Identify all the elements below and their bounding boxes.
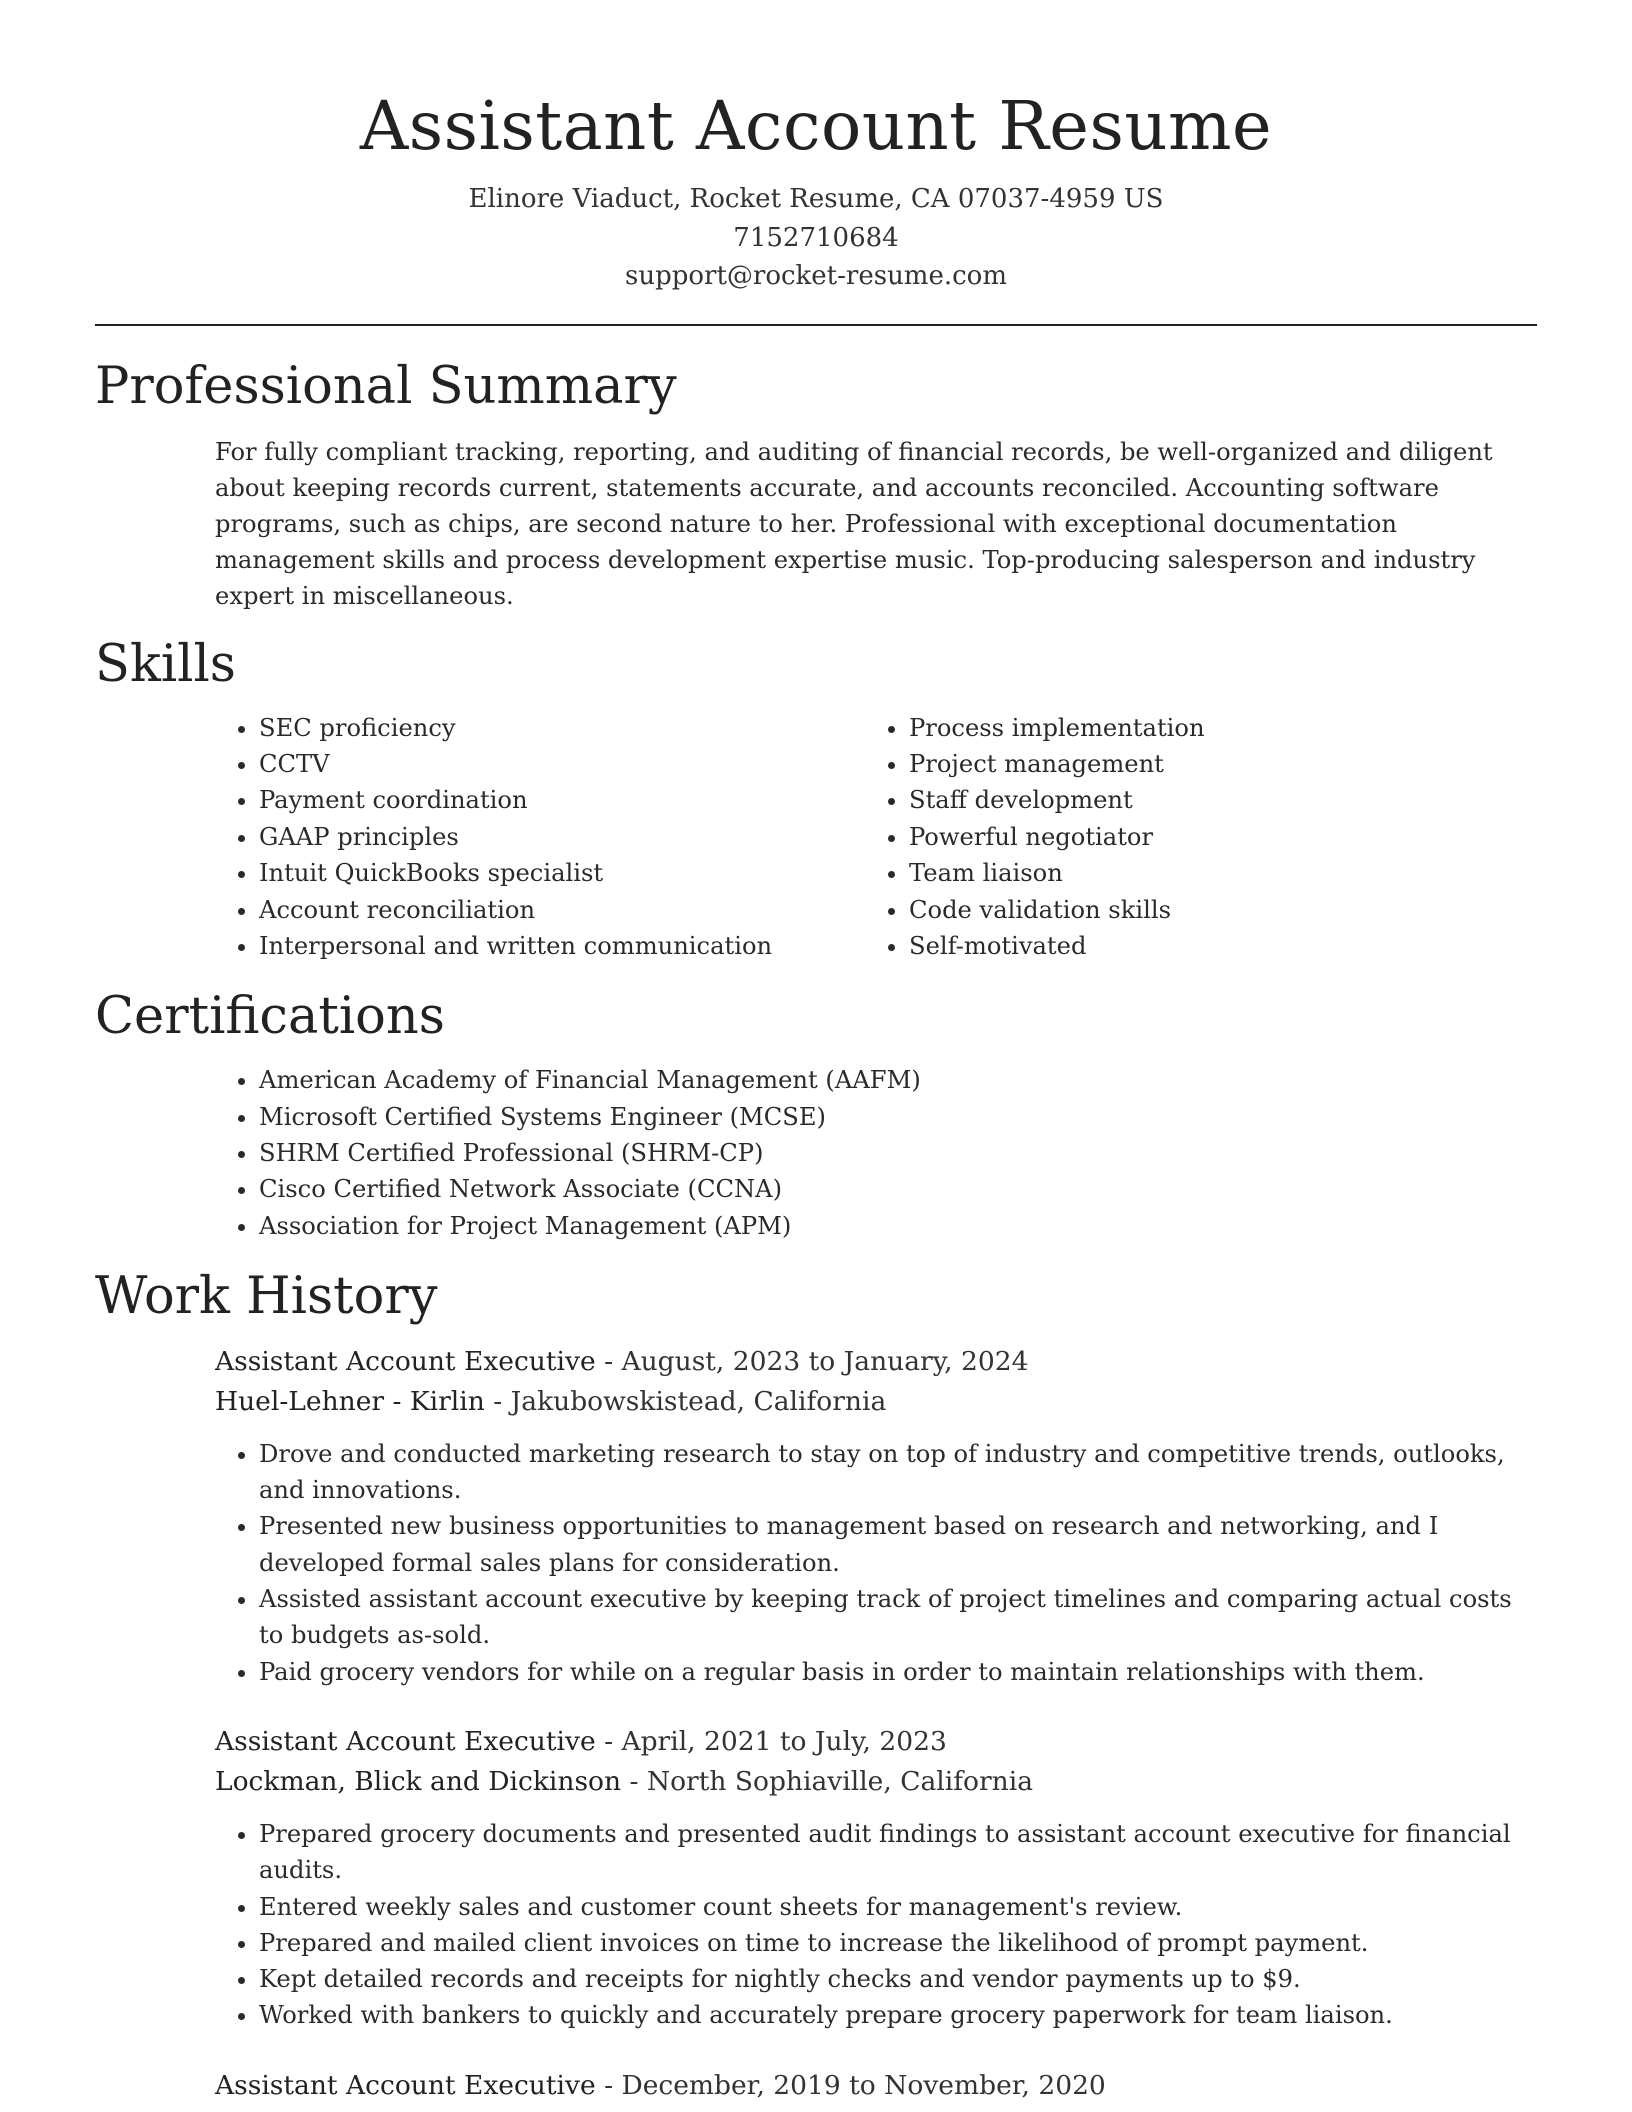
job-duty: • Assisted assistant account executive by keeping track of project timelines and comparing actual costs to budgets as-sold.: [259, 1581, 1537, 1654]
certification-item: • Cisco Certified Network Associate (CCNA): [259, 1171, 1537, 1207]
job-entry: [215, 1342, 1537, 1690]
job-title-line: [215, 1722, 1537, 1762]
certifications-heading: Certifications: [95, 987, 445, 1047]
job-duty: • Prepared grocery documents and presented audit findings to assistant account executive for financial audits.: [259, 1816, 1537, 1889]
skill-item: • GAAP principles: [259, 819, 865, 855]
skills-grid: [215, 710, 1537, 965]
skills-column-right: [865, 710, 1515, 965]
job-company-line: [215, 1762, 1537, 1802]
skill-item: • Project management: [909, 746, 1515, 782]
job-dates: April, 2021 to July, 2023: [621, 1725, 947, 1757]
job-dates: December, 2019 to November, 2020: [621, 2069, 1106, 2101]
certifications-section: [95, 986, 1537, 1243]
header-divider: [95, 324, 1537, 326]
certification-item: • American Academy of Financial Management (AAFM): [259, 1062, 1537, 1098]
summary-text: For fully compliant tracking, reporting, and auditing of financial records, be well-organized and diligent about keeping records current, statements accurate, and accounts reconciled. Accounting software programs, such as chips, are second nature to her. Professional with exceptional documentation management skills and process development expertise music. Top-producing salesperson and industry expert in miscellaneous.: [215, 437, 1493, 610]
skill-item: • SEC proficiency: [259, 710, 865, 746]
job-location: North Sophiaville, California: [646, 1765, 1033, 1797]
job-separator: -: [621, 1765, 647, 1797]
skill-item: • Team liaison: [909, 855, 1515, 891]
job-title: Assistant Account Executive: [215, 2069, 596, 2101]
job-duty: • Entered weekly sales and customer count sheets for management's review.: [259, 1889, 1537, 1925]
job-dates: August, 2023 to January, 2024: [621, 1345, 1029, 1377]
job-entry: [215, 2066, 1537, 2106]
job-duty: • Prepared and mailed client invoices on time to increase the likelihood of prompt payment.: [259, 1925, 1537, 1961]
skill-item: • Code validation skills: [909, 892, 1515, 928]
job-company: Lockman, Blick and Dickinson: [215, 1765, 622, 1797]
skills-list-right: [865, 710, 1515, 965]
job-separator: -: [595, 1345, 622, 1377]
certification-item: • Microsoft Certified Systems Engineer (MCSE): [259, 1099, 1537, 1135]
skill-item: • Process implementation: [909, 710, 1515, 746]
work-history-section: [95, 1266, 1537, 2106]
job-duty: • Kept detailed records and receipts for nightly checks and vendor payments up to $9.: [259, 1961, 1537, 1997]
resume-header: [95, 0, 1537, 296]
contact-phone: 7152710684: [733, 222, 899, 253]
skills-heading: Skills: [95, 634, 236, 694]
job-company-line: [215, 1382, 1537, 1422]
skills-column-left: [215, 710, 865, 965]
skill-item: • Payment coordination: [259, 782, 865, 818]
skill-item: • Powerful negotiator: [909, 819, 1515, 855]
job-title-line: [215, 1342, 1537, 1382]
skills-list-left: [215, 710, 865, 965]
job-title-line: [215, 2066, 1537, 2106]
contact-email: support@rocket-resume.com: [624, 261, 1007, 291]
job-duty: • Paid grocery vendors for while on a regular basis in order to maintain relationships with them.: [259, 1654, 1537, 1690]
contact-address: Elinore Viaduct, Rocket Resume, CA 07037-4959 US: [468, 184, 1164, 214]
skill-item: • CCTV: [259, 746, 865, 782]
certifications-list: [215, 1062, 1537, 1243]
certifications-block: [215, 1062, 1537, 1243]
job-duty: • Presented new business opportunities to management based on research and networking, and I developed formal sales plans for consideration.: [259, 1508, 1537, 1581]
job-separator: -: [595, 1725, 622, 1757]
skill-item: • Staff development: [909, 782, 1515, 818]
work-history-heading: Work History: [95, 1266, 438, 1326]
skill-item: • Self-motivated: [909, 928, 1515, 964]
job-separator: -: [595, 2069, 622, 2101]
certification-item: • Association for Project Management (APM): [259, 1208, 1537, 1244]
contact-block: [95, 180, 1537, 296]
job-title: Assistant Account Executive: [215, 1345, 596, 1377]
job-title: Assistant Account Executive: [215, 1725, 596, 1757]
job-duty: • Worked with bankers to quickly and accurately prepare grocery paperwork for team liaison.: [259, 1997, 1537, 2033]
skill-item: • Account reconciliation: [259, 892, 865, 928]
summary-section: [95, 356, 1537, 614]
skill-item: • Intuit QuickBooks specialist: [259, 855, 865, 891]
resume-title: Assistant Account Resume: [359, 87, 1273, 165]
job-duties-list: [215, 1436, 1537, 1690]
certification-item: • SHRM Certified Professional (SHRM-CP): [259, 1135, 1537, 1171]
skills-section: [95, 634, 1537, 965]
job-entry: [215, 1722, 1537, 2034]
summary-heading: Professional Summary: [95, 356, 677, 416]
job-duty: • Drove and conducted marketing research to stay on top of industry and competitive trends, outlooks, and innovations.: [259, 1436, 1537, 1509]
job-location: Jakubowskistead, California: [510, 1385, 887, 1417]
job-duties-list: [215, 1816, 1537, 2034]
skill-item: • Interpersonal and written communication: [259, 928, 865, 964]
job-company: Huel-Lehner - Kirlin: [215, 1385, 485, 1417]
job-separator: -: [484, 1385, 511, 1417]
